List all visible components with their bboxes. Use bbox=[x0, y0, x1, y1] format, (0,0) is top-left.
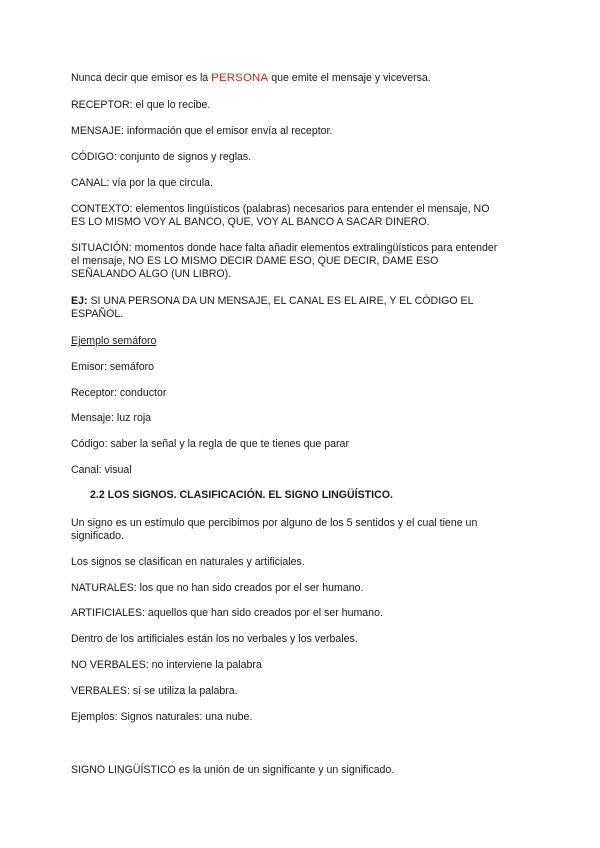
line: ESPAÑOL. bbox=[71, 308, 124, 320]
paragraph-signo-linguistico: SIGNO LINGÜÍSTICO es la unión de un significante y un significado. bbox=[71, 764, 395, 776]
line: ES LO MISMO VOY AL BANCO, QUE, VOY AL BANCO A SACAR DINERO. bbox=[71, 216, 430, 228]
paragraph-ejemplo-canal bbox=[71, 295, 526, 321]
paragraph-receptor-ej: Receptor: conductor bbox=[71, 387, 167, 399]
ej-label: EJ: bbox=[71, 295, 88, 307]
section-heading: 2.2 LOS SIGNOS. CLASIFICACIÓN. EL SIGNO LINGÜÍSTICO. bbox=[90, 489, 393, 501]
line: SI UNA PERSONA DA UN MENSAJE, EL CANAL ES EL AIRE, Y EL CÓDIGO EL bbox=[87, 295, 474, 307]
line: el mensaje, NO ES LO MISMO DECIR DAME ESO, QUE DECIR, DAME ESO bbox=[71, 255, 439, 267]
paragraph-clasifican: Los signos se clasifican en naturales y artificiales. bbox=[71, 556, 305, 568]
line: SITUACIÓN: momentos donde hace falta añadir elementos extralingüísticos para entender bbox=[71, 242, 498, 254]
paragraph-dentro: Dentro de los artificiales están los no verbales y los verbales. bbox=[71, 633, 358, 645]
paragraph-codigo-ej: Código: saber la señal y la regla de que te tienes que parar bbox=[71, 438, 349, 450]
ejemplo-semaforo-title: Ejemplo semáforo bbox=[71, 335, 157, 347]
line: Un signo es un estímulo que percibimos por alguno de los 5 sentidos y el cual tiene un bbox=[71, 517, 478, 529]
paragraph-canal: CANAL: vía por la que circula. bbox=[71, 177, 213, 189]
paragraph-canal-ej: Canal: visual bbox=[71, 464, 132, 476]
paragraph-codigo: CÓDIGO: conjunto de signos y reglas. bbox=[71, 151, 252, 163]
text-segment: Nunca decir que emisor es la bbox=[71, 72, 212, 84]
text-segment: que emite el mensaje y viceversa. bbox=[268, 72, 431, 84]
paragraph-naturales: NATURALES: los que no han sido creados por el ser humano. bbox=[71, 582, 364, 594]
paragraph-no-verbales: NO VERBALES: no interviene la palabra bbox=[71, 659, 262, 671]
paragraph-mensaje: MENSAJE: información que el emisor envía al receptor. bbox=[71, 125, 333, 137]
highlighted-word: PERSONA bbox=[211, 72, 269, 84]
paragraph-mensaje-ej: Mensaje: luz roja bbox=[71, 412, 152, 424]
line: CONTEXTO: elementos lingüísticos (palabras) necesarios para entender el mensaje, NO bbox=[71, 203, 490, 215]
paragraph-verbales: VERBALES: sí se utiliza la palabra. bbox=[71, 685, 238, 697]
paragraph-artificiales: ARTIFICIALES: aquellos que han sido creados por el ser humano. bbox=[71, 607, 383, 619]
paragraph-emisor-ej: Emisor: semáforo bbox=[71, 361, 155, 373]
paragraph-ejemplos: Ejemplos: Signos naturales: una nube. bbox=[71, 711, 253, 723]
line: significado. bbox=[71, 530, 124, 542]
paragraph-receptor: RECEPTOR: el que lo recibe. bbox=[71, 99, 211, 111]
paragraph-signo-def bbox=[71, 517, 526, 543]
paragraph-emisor-note bbox=[71, 72, 526, 85]
paragraph-contexto bbox=[71, 203, 526, 229]
paragraph-situacion bbox=[71, 242, 526, 281]
line: SEÑALANDO ALGO (UN LIBRO). bbox=[71, 268, 232, 280]
